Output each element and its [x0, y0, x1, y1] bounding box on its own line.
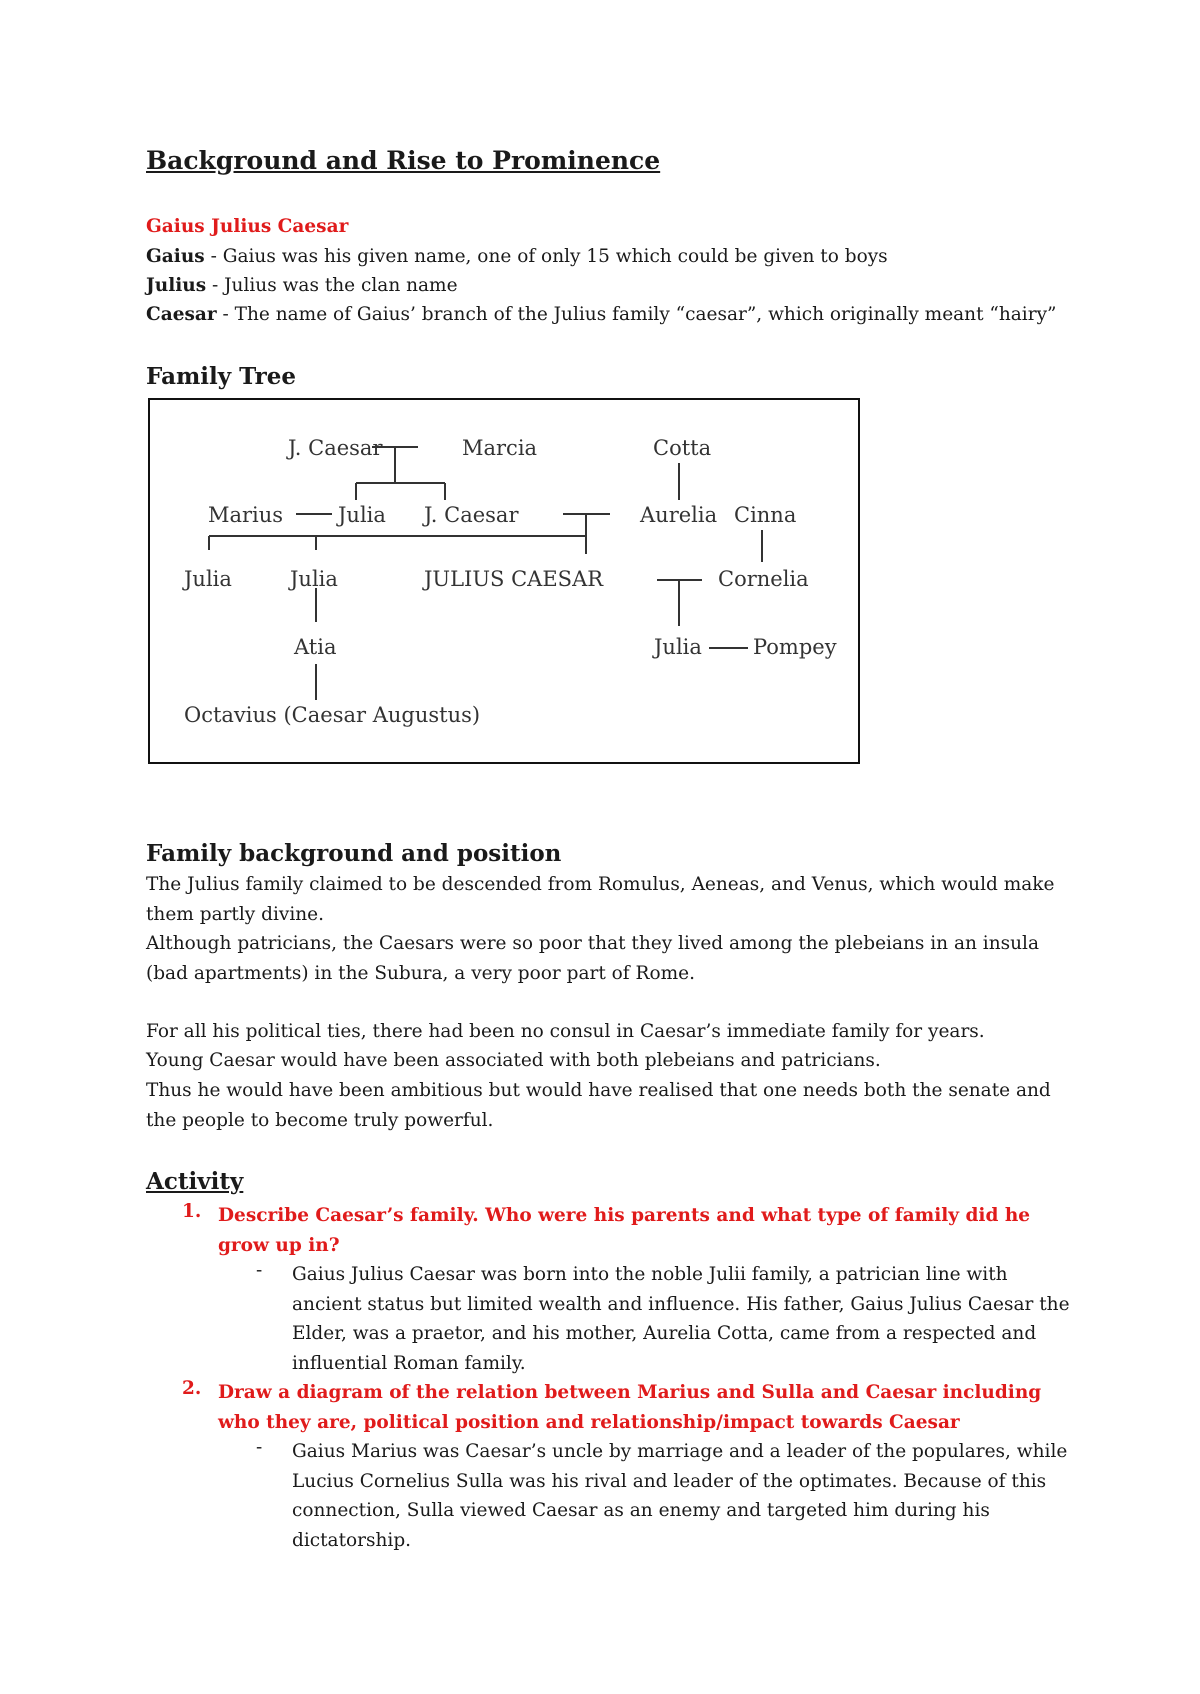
- activity-question: Describe Caesar’s family. Who were his parents and what type of family did he grow up in?: [218, 1205, 1031, 1256]
- tree-person-marcia: Marcia: [462, 436, 538, 460]
- tree-person-julia-aunt: Julia: [338, 503, 386, 527]
- tree-person-julia-1: Julia: [184, 567, 232, 591]
- tree-person-cotta: Cotta: [653, 436, 712, 460]
- tree-person-julia-daughter: Julia: [654, 635, 702, 659]
- page-title: Background and Rise to Prominence: [146, 146, 661, 175]
- name-definition-caesar: [146, 300, 1056, 329]
- tree-person-jcaesar-father: J. Caesar: [424, 503, 519, 527]
- background-paragraph: Young Caesar would have been associated with both plebeians and patricians.: [146, 1050, 881, 1071]
- name-heading: Gaius Julius Caesar: [146, 216, 349, 237]
- definition-term: Caesar: [146, 304, 217, 325]
- tree-person-cinna: Cinna: [734, 503, 797, 527]
- background-paragraph: For all his political ties, there had been no consul in Caesar’s immediate family for years.: [146, 1021, 985, 1042]
- activity-answer: Gaius Julius Caesar was born into the noble Julii family, a patrician line with ancient status but limited wealth and influence. His father, Gaius Julius Caesar the Elder, was a praetor, and his mother, Aurelia Cotta, came from a respected and influential Roman family.: [292, 1264, 1070, 1374]
- tree-person-jcaesar-elder: J. Caesar: [288, 436, 383, 460]
- background-paragraph: The Julius family claimed to be descended from Romulus, Aeneas, and Venus, which would make them partly divine.: [146, 874, 1055, 925]
- background-paragraph: Although patricians, the Caesars were so poor that they lived among the plebeians in an insula (bad apartments) in the Subura, a very poor part of Rome.: [146, 933, 1039, 984]
- question-number: 1.: [182, 1201, 202, 1222]
- name-definition-julius: [146, 271, 458, 300]
- family-background-heading: Family background and position: [146, 840, 562, 867]
- family-tree-heading: Family Tree: [146, 363, 296, 390]
- tree-person-julia-2: Julia: [290, 567, 338, 591]
- activity-heading: Activity: [146, 1168, 244, 1195]
- tree-person-cornelia: Cornelia: [718, 567, 809, 591]
- family-tree-diagram: [148, 398, 860, 764]
- answer-bullet: -: [256, 1260, 263, 1281]
- tree-person-atia: Atia: [294, 635, 337, 659]
- family-tree-svg: [150, 400, 862, 766]
- definition-term: Gaius: [146, 246, 205, 267]
- tree-person-octavius: Octavius (Caesar Augustus): [184, 703, 481, 727]
- tree-person-marius: Marius: [208, 503, 284, 527]
- question-number: 2.: [182, 1378, 202, 1399]
- activity-answer: Gaius Marius was Caesar’s uncle by marriage and a leader of the populares, while Lucius Cornelius Sulla was his rival and leader of the optimates. Because of this connection, Sulla viewed Caesar as an enemy and targeted him during his dictatorship.: [292, 1441, 1068, 1551]
- tree-person-julius-caesar: JULIUS CAESAR: [424, 567, 604, 591]
- definition-text: - Gaius was his given name, one of only 15 which could be given to boys: [204, 246, 888, 267]
- definition-text: - Julius was the clan name: [206, 275, 458, 296]
- answer-bullet: -: [256, 1437, 263, 1458]
- background-paragraph: Thus he would have been ambitious but would have realised that one needs both the senate and the people to become truly powerful.: [146, 1080, 1051, 1131]
- tree-person-pompey: Pompey: [753, 635, 837, 659]
- tree-person-aurelia: Aurelia: [640, 503, 718, 527]
- definition-text: - The name of Gaius’ branch of the Julius family “caesar”, which originally meant “hairy”: [216, 304, 1057, 325]
- activity-question: Draw a diagram of the relation between Marius and Sulla and Caesar including who they are, political position and relationship/impact towards Caesar: [218, 1382, 1042, 1433]
- definition-term: Julius: [146, 275, 207, 296]
- name-definition-gaius: [146, 242, 888, 271]
